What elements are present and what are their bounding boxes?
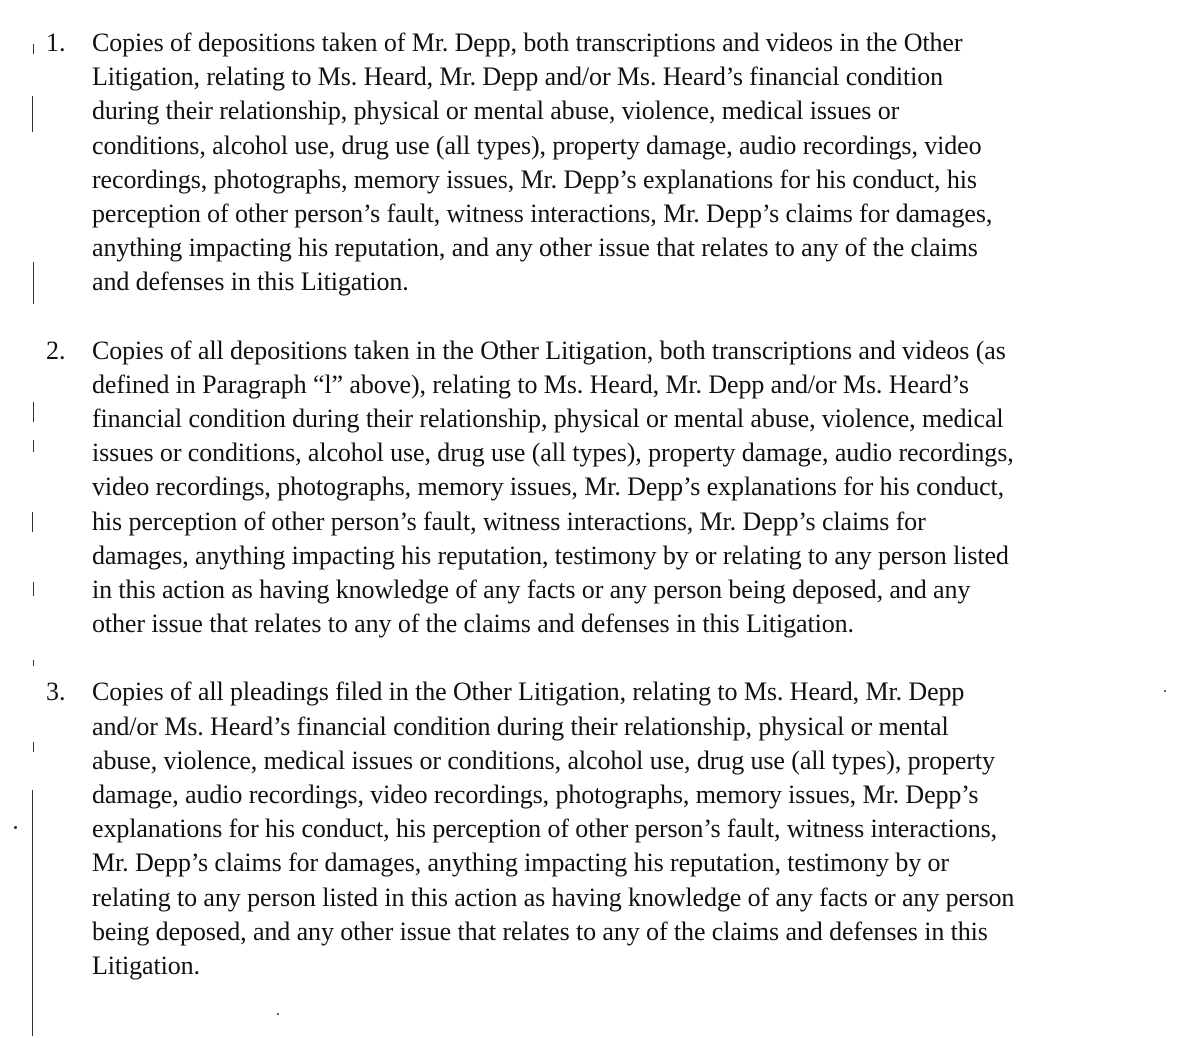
text-line: explanations for his conduct, his perception of other person’s fault, witness interactions,: [92, 814, 998, 844]
text-line: Litigation.: [92, 951, 200, 981]
item-paragraph: [92, 26, 1170, 300]
item-paragraph: [92, 334, 1170, 642]
text-line: and/or Ms. Heard’s financial condition during their relationship, physical or mental: [92, 711, 949, 741]
text-line: Litigation, relating to Ms. Heard, Mr. Depp and/or Ms. Heard’s financial condition: [92, 62, 944, 92]
list-item: [0, 334, 1200, 642]
list-item: [0, 26, 1200, 300]
item-number: 3.: [46, 677, 66, 707]
text-line: financial condition during their relationship, physical or mental abuse, violence, medical: [92, 404, 1004, 434]
item-paragraph: [92, 675, 1170, 983]
text-line: other issue that relates to any of the claims and defenses in this Litigation.: [92, 609, 854, 639]
text-line: anything impacting his reputation, and any other issue that relates to any of the claims: [92, 233, 978, 263]
text-line: recordings, photographs, memory issues, Mr. Depp’s explanations for his conduct, his: [92, 164, 977, 194]
text-line: and defenses in this Litigation.: [92, 267, 409, 297]
text-line: during their relationship, physical or mental abuse, violence, medical issues or: [92, 96, 900, 126]
text-line: issues or conditions, alcohol use, drug use (all types), property damage, audio recordings,: [92, 438, 1014, 468]
text-line: damages, anything impacting his reputation, testimony by or relating to any person listed: [92, 540, 1009, 570]
text-line: Mr. Depp’s claims for damages, anything impacting his reputation, testimony by or: [92, 848, 949, 878]
text-line: relating to any person listed in this action as having knowledge of any facts or any person: [92, 882, 1015, 912]
numbered-request-list: [0, 26, 1200, 1017]
text-line: being deposed, and any other issue that relates to any of the claims and defenses in this: [92, 916, 988, 946]
text-line: video recordings, photographs, memory issues, Mr. Depp’s explanations for his conduct,: [92, 472, 1005, 502]
item-number: 2.: [46, 335, 66, 365]
text-line: his perception of other person’s fault, witness interactions, Mr. Depp’s claims for: [92, 506, 926, 536]
list-item: [0, 675, 1200, 983]
text-line: Copies of all pleadings filed in the Other Litigation, relating to Ms. Heard, Mr. Depp: [92, 677, 965, 707]
text-line: damage, audio recordings, video recordings, photographs, memory issues, Mr. Depp’s: [92, 780, 979, 810]
text-line: conditions, alcohol use, drug use (all types), property damage, audio recordings, video: [92, 130, 982, 160]
text-line: Copies of depositions taken of Mr. Depp, both transcriptions and videos in the Other: [92, 28, 963, 57]
text-line: Copies of all depositions taken in the Other Litigation, both transcriptions and videos (as: [92, 335, 1006, 365]
item-number: 1.: [46, 28, 66, 57]
text-line: defined in Paragraph “l” above), relating to Ms. Heard, Mr. Depp and/or Ms. Heard’s: [92, 369, 969, 399]
text-line: perception of other person’s fault, witness interactions, Mr. Depp’s claims for damages,: [92, 199, 993, 229]
text-line: in this action as having knowledge of any facts or any person being deposed, and any: [92, 575, 971, 605]
text-line: abuse, violence, medical issues or conditions, alcohol use, drug use (all types), property: [92, 745, 995, 775]
